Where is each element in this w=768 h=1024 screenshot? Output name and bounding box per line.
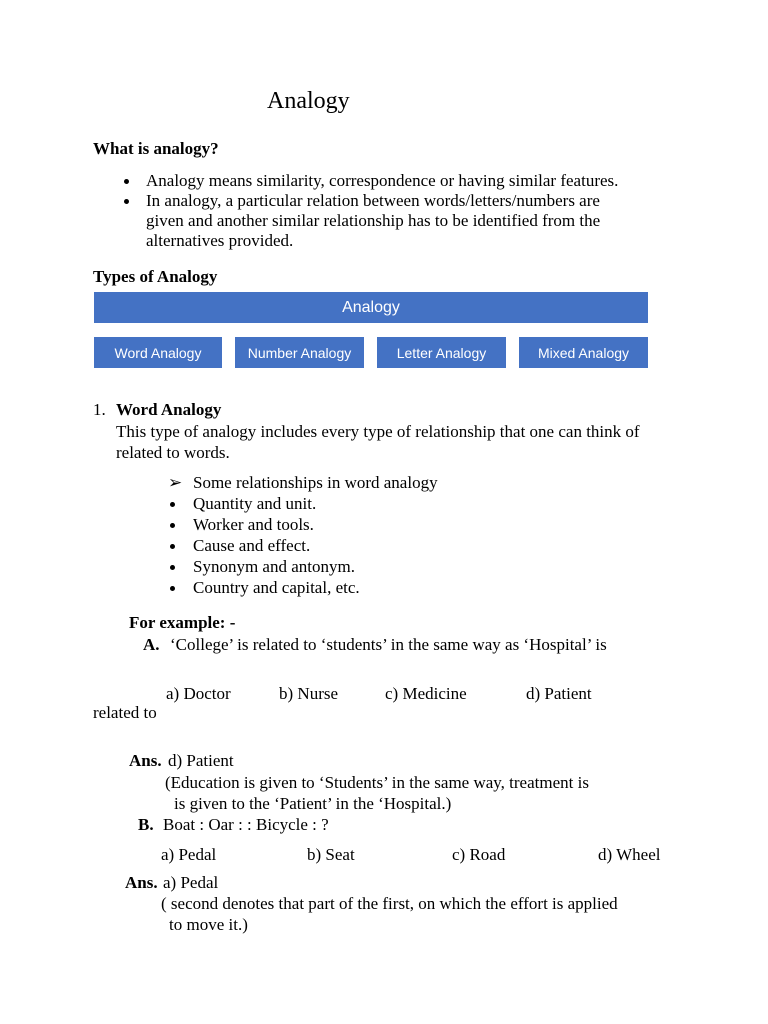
analogy-root-box: Analogy — [94, 292, 648, 323]
option: d) Wheel — [598, 845, 661, 864]
bullet-text-continuation: given and another similar relationship has to be identified from the — [146, 211, 601, 230]
question-letter: A. — [143, 635, 160, 654]
option: b) Nurse — [279, 684, 339, 703]
bullet-icon — [170, 544, 175, 549]
word-analogy-desc: related to words. — [116, 443, 230, 462]
word-analogy-desc: This type of analogy includes every type of relationship that one can think of — [116, 422, 640, 441]
bullet-icon — [124, 179, 129, 184]
option: c) Road — [452, 845, 506, 864]
option: c) Medicine — [385, 684, 467, 703]
option: a) Pedal — [161, 845, 217, 864]
word-analogy-box: Word Analogy — [94, 337, 222, 368]
example-label: For example: - — [129, 613, 236, 632]
answer-label: Ans. — [129, 751, 162, 770]
relationships-intro: Some relationships in word analogy — [193, 473, 438, 492]
relationship-item: Country and capital, etc. — [193, 578, 360, 597]
section-heading-types: Types of Analogy — [93, 267, 218, 286]
option: b) Seat — [307, 845, 355, 864]
number-analogy-box: Number Analogy — [235, 337, 364, 368]
bullet-icon — [170, 502, 175, 507]
option: d) Patient — [526, 684, 592, 703]
bullet-text-continuation: alternatives provided. — [146, 231, 294, 250]
explanation-text: to move it.) — [169, 915, 248, 934]
answer-text: d) Patient — [168, 751, 234, 770]
question-letter: B. — [138, 815, 154, 834]
explanation-text: is given to the ‘Patient’ in the ‘Hospital.) — [174, 794, 452, 813]
answer-label: Ans. — [125, 873, 158, 892]
section-heading-what-is-analogy: What is analogy? — [93, 139, 219, 158]
page-title: Analogy — [267, 88, 350, 114]
explanation-text: (Education is given to ‘Students’ in the same way, treatment is — [165, 773, 589, 792]
explanation-text: ( second denotes that part of the first, on which the effort is applied — [161, 894, 618, 913]
letter-analogy-box: Letter Analogy — [377, 337, 506, 368]
question-text: ‘College’ is related to ‘students’ in the same way as ‘Hospital’ is — [170, 635, 607, 654]
bullet-icon — [124, 199, 129, 204]
option: a) Doctor — [166, 684, 231, 703]
bullet-text: In analogy, a particular relation between words/letters/numbers are — [146, 191, 600, 210]
mixed-analogy-box: Mixed Analogy — [519, 337, 648, 368]
bullet-icon — [170, 565, 175, 570]
list-number: 1. — [93, 400, 106, 419]
answer-text: a) Pedal — [163, 873, 219, 892]
word-analogy-heading: Word Analogy — [116, 400, 222, 419]
arrow-bullet-icon: ➢ — [168, 473, 183, 492]
relationship-item: Synonym and antonym. — [193, 557, 355, 576]
relationship-item: Quantity and unit. — [193, 494, 317, 513]
relationship-item: Worker and tools. — [193, 515, 314, 534]
relationship-item: Cause and effect. — [193, 536, 311, 555]
bullet-text: Analogy means similarity, correspondence or having similar features. — [146, 171, 619, 190]
question-text: Boat : Oar : : Bicycle : ? — [163, 815, 329, 834]
question-continuation: related to — [93, 703, 157, 722]
bullet-icon — [170, 586, 175, 591]
bullet-icon — [170, 523, 175, 528]
